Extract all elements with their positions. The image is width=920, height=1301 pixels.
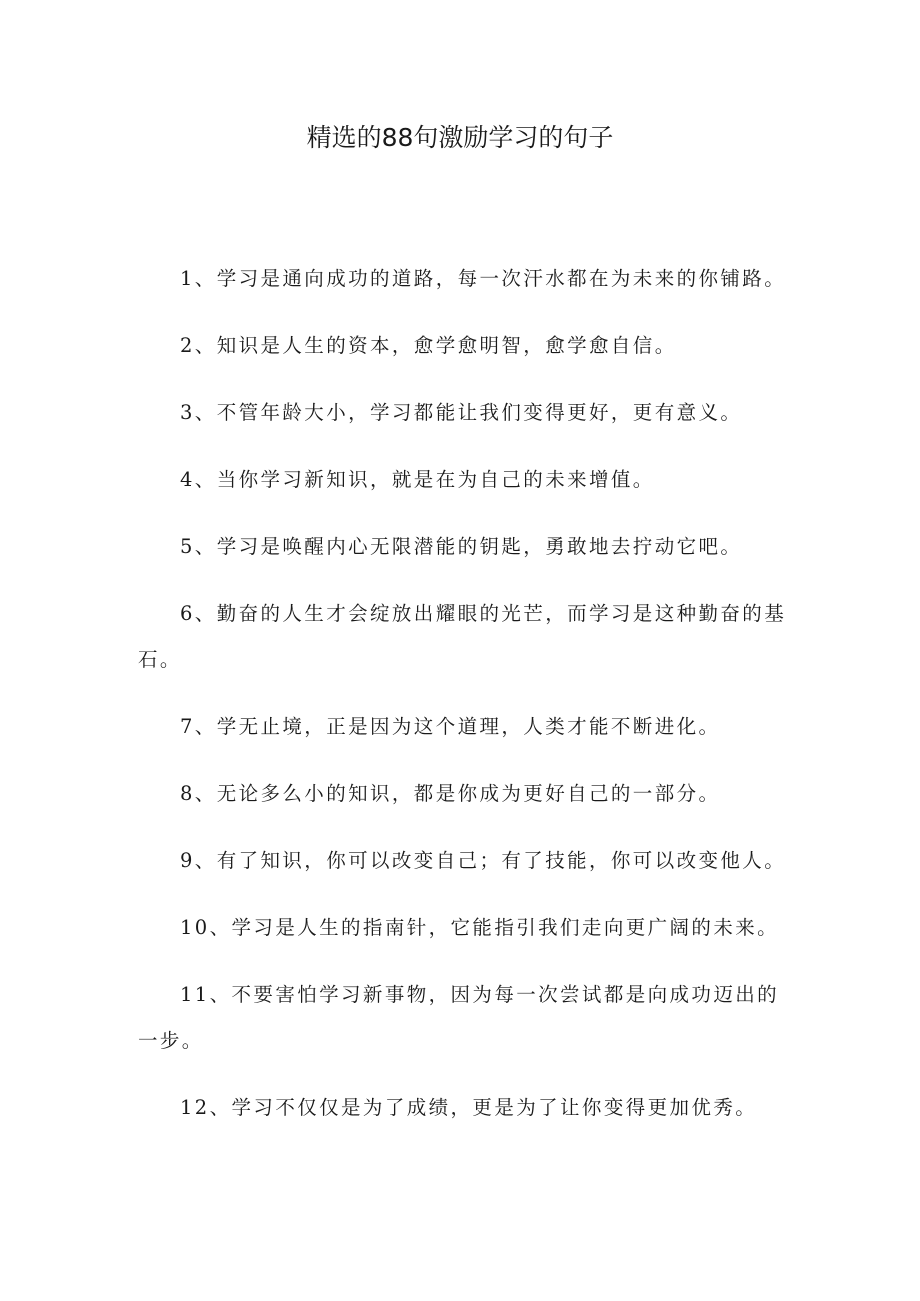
- paragraph-1: 1、学习是通向成功的道路，每一次汗水都在为未来的你铺路。: [180, 267, 787, 290]
- document-body: [138, 256, 788, 1152]
- paragraph-4: 4、当你学习新知识，就是在为自己的未来增值。: [180, 468, 655, 491]
- paragraph-5: 5、学习是唤醒内心无限潜能的钥匙，勇敢地去拧动它吧。: [180, 535, 743, 558]
- paragraph-12: 12、学习不仅仅是为了成绩，更是为了让你变得更加优秀。: [180, 1096, 758, 1119]
- paragraph-3: 3、不管年龄大小，学习都能让我们变得更好，更有意义。: [180, 401, 743, 424]
- paragraph-6: 6、勤奋的人生才会绽放出耀眼的光芒，而学习是这种勤奋的基石。: [138, 602, 787, 671]
- document-title: 精选的88句激励学习的句子: [306, 123, 614, 152]
- paragraph-2: 2、知识是人生的资本，愈学愈明智，愈学愈自信。: [180, 334, 677, 357]
- paragraph-8: 8、无论多么小的知识，都是你成为更好自己的一部分。: [180, 782, 721, 805]
- paragraph-9: 9、有了知识，你可以改变自己；有了技能，你可以改变他人。: [180, 849, 787, 872]
- paragraph-10: 10、学习是人生的指南针，它能指引我们走向更广阔的未来。: [180, 916, 780, 939]
- paragraph-7: 7、学无止境，正是因为这个道理，人类才能不断进化。: [180, 715, 721, 738]
- paragraph-11: 11、不要害怕学习新事物，因为每一次尝试都是向成功迈出的一步。: [138, 983, 780, 1052]
